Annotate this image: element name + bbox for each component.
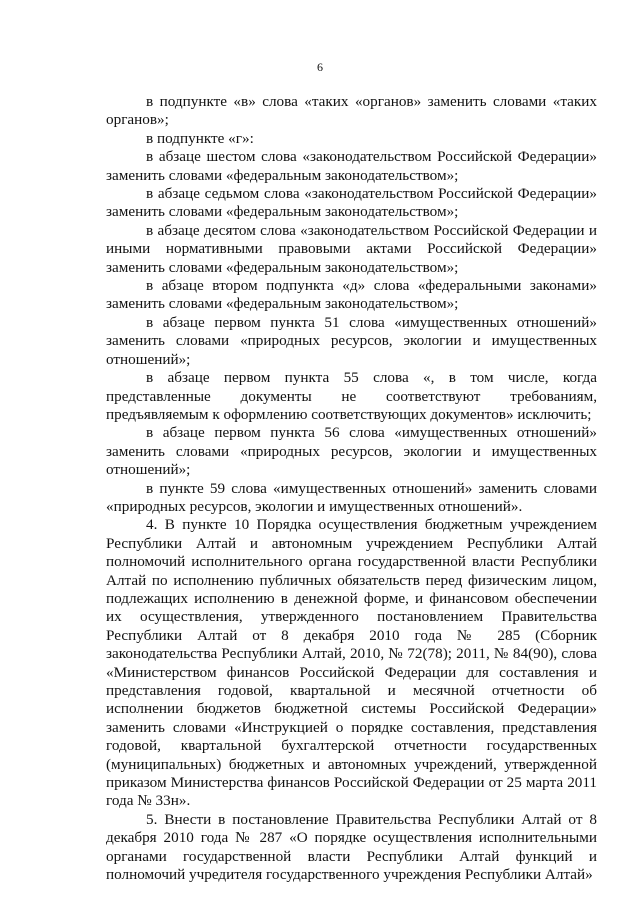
paragraph: в абзаце первом пункта 56 слова «имущественных отношений» заменить словами «природных ресурсов, экологии и имущественных отношений»; [106,424,597,479]
paragraph: в абзаце первом пункта 55 слова «, в том числе, когда представленные документы не соответствуют требованиям, предъявляемым к оформлению соответствующих документов» исключить; [106,369,597,423]
paragraph: в абзаце десятом слова «законодательством Российской Федерации и иными нормативными правовыми актами Российской Федерации» заменить словами «федеральным законодательством»; [106,221,597,276]
paragraph: в подпункте «г»: [146,129,254,147]
page-number: 6 [317,60,323,74]
paragraph: в абзаце втором подпункта «д» слова «федеральными законами» заменить словами «федеральным законодательством»; [106,277,597,313]
paragraph: в абзаце шестом слова «законодательством Российской Федерации» заменить словами «федеральным законодательством»; [106,148,597,184]
paragraph: в абзаце седьмом слова «законодательством Российской Федерации» заменить словами «федеральным законодательством»; [106,185,597,221]
paragraph: в подпункте «в» слова «таких «органов» заменить словами «таких органов»; [106,93,597,129]
paragraph: в пункте 59 слова «имущественных отношений» заменить словами «природных ресурсов, экологии и имущественных отношений». [106,479,597,515]
paragraph: 5. Внести в постановление Правительства Республики Алтай от 8 декабря 2010 года № 287 «О порядке осуществления исполнительными органами государственной власти Республики Алтай функций и полномочий учредителя государственного учреждения Республики Алтай» [106,810,597,884]
paragraph: в абзаце первом пункта 51 слова «имущественных отношений» заменить словами «природных ресурсов, экологии и имущественных отношений»; [106,313,597,368]
document-body [106,93,597,884]
paragraph: 4. В пункте 10 Порядка осуществления бюджетным учреждением Республики Алтай и автономным учреждением Республики Алтай полномочий исполнительного органа государственной власти Республики Алтай по исполнению публичных обязательств перед физическим лицом, подлежащих исполнению в денежной форме, и финансовом обеспечении их осуществления, утвержденного постановлением Правительства Республики Алтай от 8 декабря 2010 года № 285 (Сборник законодательства Республики Алтай, 2010, № 72(78); 2011, № 84(90), слова «Министерством финансов Российской Федерации для составления и представления годовой, квартальной и месячной отчетности об исполнении бюджетов бюджетной системы Российской Федерации» заменить словами «Инструкцией о порядке составления, представления годовой, квартальной бухгалтерской отчетности государственных (муниципальных) бюджетных и автономных учреждений, утвержденной приказом Министерства финансов Российской Федерации от 25 марта 2011 года № 33н». [106,516,597,810]
